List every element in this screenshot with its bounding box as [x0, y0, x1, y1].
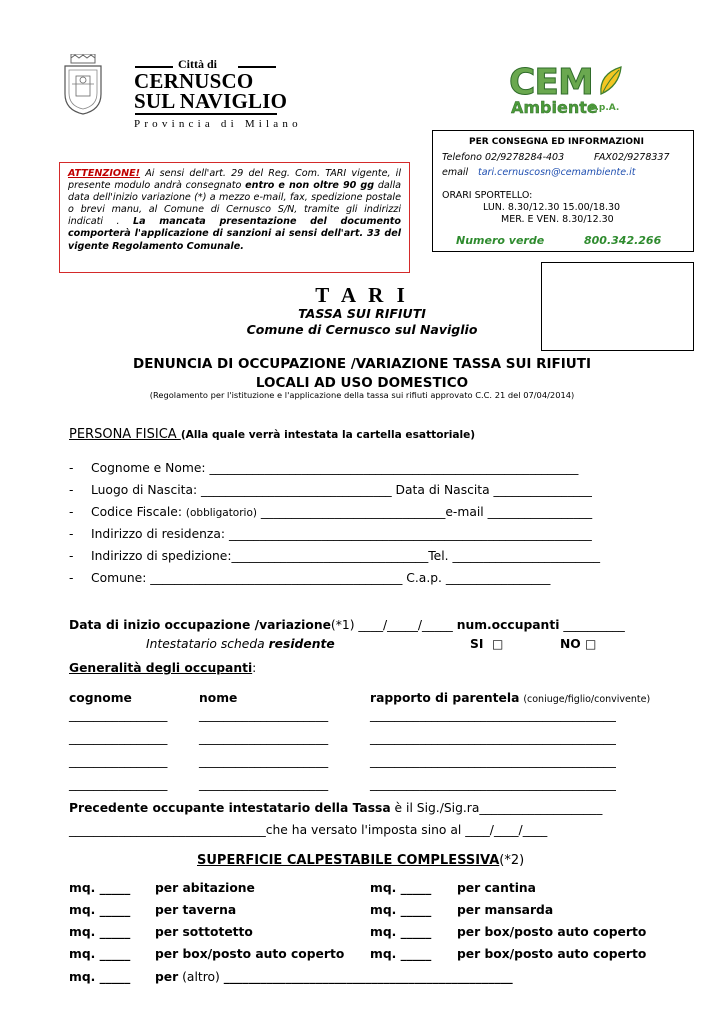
numero-verde: 800.342.266	[584, 234, 662, 247]
field-row: -	[69, 483, 74, 497]
label-cantina: per cantina	[457, 881, 536, 895]
si-checkbox[interactable]: □	[492, 637, 504, 651]
attention-deadline: entro e non oltre 90 gg	[245, 180, 375, 192]
mq-altro[interactable]: mq. _____	[69, 970, 131, 984]
field-row: -	[69, 505, 74, 519]
codice-fiscale-field[interactable]: Codice Fiscale: (obbligatorio) ______________________________e-mail _________________	[91, 505, 593, 519]
mq-box-1[interactable]: mq. _____	[370, 925, 432, 939]
occupante-nome-line[interactable]: _____________________	[199, 708, 329, 722]
occupante-rapporto-line[interactable]: ________________________________________	[370, 777, 616, 791]
intestatario-residente: Intestatario scheda residente	[146, 637, 335, 651]
occupante-cognome-line[interactable]: ________________	[69, 708, 168, 722]
info-telefono: Telefono 02/9278284-403	[442, 152, 565, 163]
indirizzo-residenza-field[interactable]: Indirizzo di residenza: ___________________________________________________________	[91, 527, 592, 541]
attention-p2: dalla data dell'inizio variazione (*) a mezzo e-mail, fax, spedizione postale o brevi manu, al Comune di Cernusco S/N, tramite gli indirizzi indicati .	[68, 180, 401, 228]
form-comune: Comune di Cernusco sul Naviglio	[246, 322, 478, 337]
field-row: -	[69, 461, 74, 475]
occupante-rapporto-line[interactable]: ________________________________________	[370, 708, 616, 722]
col-cognome: cognome	[69, 691, 132, 705]
precedente-occupante-field[interactable]: Precedente occupante intestatario della Tassa è il Sig./Sig.ra____________________	[69, 801, 603, 815]
col-rapporto: rapporto di parentela (coniuge/figlio/convivente)	[370, 691, 651, 705]
info-fax: FAX02/9278337	[594, 152, 670, 163]
field-row: -	[69, 527, 74, 541]
divider	[238, 66, 276, 68]
label-taverna: per taverna	[155, 903, 237, 917]
label-abitazione: per abitazione	[155, 881, 255, 895]
city-crest-logo	[62, 54, 104, 116]
occupante-rapporto-line[interactable]: ________________________________________	[370, 731, 616, 745]
cem-ambiente-logo: CEM Ambiente S.p.A.	[505, 62, 625, 120]
mq-sottotetto[interactable]: mq. _____	[69, 925, 131, 939]
mq-box-3[interactable]: mq. _____	[370, 947, 432, 961]
mq-mansarda[interactable]: mq. _____	[370, 903, 432, 917]
info-email-link[interactable]: tari.cernuscosn@cemambiente.it	[478, 167, 636, 178]
denuncia-title: DENUNCIA DI OCCUPAZIONE /VARIAZIONE TASSA SUI RIFIUTI	[132, 356, 591, 372]
field-row: -	[69, 549, 74, 563]
mq-abitazione[interactable]: mq. _____	[69, 881, 131, 895]
info-box	[432, 130, 694, 252]
persona-heading: PERSONA FISICA (Alla quale verrà intestata la cartella esattoriale)	[69, 427, 476, 442]
divider	[135, 66, 173, 68]
attention-p1: Ai sensi dell'art. 29 del Reg. Com. TARI vigente, il presente modulo andrà consegnato	[68, 168, 401, 192]
city-name-2: SUL NAVIGLIO	[134, 89, 288, 113]
mq-box-2[interactable]: mq. _____	[69, 947, 131, 961]
divider	[135, 113, 277, 115]
mq-taverna[interactable]: mq. _____	[69, 903, 131, 917]
altro-field[interactable]: per (altro) _______________________________________________	[155, 970, 513, 984]
city-name: CERNUSCO	[134, 69, 254, 93]
occupante-nome-line[interactable]: _____________________	[199, 754, 329, 768]
attention-sanctions: La mancata presentazione del documento comporterà l'applicazione di sanzioni ai sensi dell'art. 33 del vigente Regolamento Comunale.	[68, 216, 401, 252]
data-occupazione-field[interactable]: Data di inizio occupazione /variazione(*1) ____/_____/_____ num.occupanti __________	[69, 618, 625, 632]
attention-text	[68, 168, 401, 253]
leaf-icon	[597, 64, 625, 98]
occupante-cognome-line[interactable]: ________________	[69, 777, 168, 791]
label-box-2: per box/posto auto coperto	[155, 947, 345, 961]
label-box-3: per box/posto auto coperto	[457, 947, 647, 961]
mq-cantina[interactable]: mq. _____	[370, 881, 432, 895]
cognome-nome-field[interactable]: Cognome e Nome: ____________________________________________________________	[91, 461, 579, 475]
generalita-heading: Generalità degli occupanti:	[69, 661, 257, 675]
info-title: PER CONSEGNA ED INFORMAZIONI	[469, 137, 644, 147]
attention-label: ATTENZIONE!	[68, 168, 141, 179]
superficie-heading: SUPERFICIE CALPESTABILE COMPLESSIVA(*2)	[197, 853, 525, 868]
label-mansarda: per mansarda	[457, 903, 554, 917]
col-nome: nome	[199, 691, 238, 705]
regolamento-note: (Regolamento per l'istituzione e l'applicazione della tassa sui rifiuti approvato C.C. 21 del 07/04/2014)	[149, 390, 575, 400]
no-checkbox[interactable]: □	[585, 637, 597, 651]
info-orari-mer: MER. E VEN. 8.30/12.30	[501, 214, 614, 225]
numero-verde-label: Numero verde	[456, 234, 545, 247]
form-subtitle: TASSA SUI RIFIUTI	[298, 306, 426, 321]
imposta-versata-field[interactable]: ________________________________che ha versato l'imposta sino al ____/____/____	[69, 823, 548, 837]
label-box-1: per box/posto auto coperto	[457, 925, 647, 939]
label-sottotetto: per sottotetto	[155, 925, 253, 939]
no-option[interactable]: NO □	[560, 637, 597, 651]
attention-box	[59, 162, 410, 273]
si-option[interactable]: SI □	[470, 637, 504, 651]
luogo-data-nascita-field[interactable]: Luogo di Nascita: _______________________________ Data di Nascita ________________	[91, 483, 592, 497]
citta-di-label: Città di	[178, 57, 217, 71]
indirizzo-spedizione-field[interactable]: Indirizzo di spedizione:________________________________Tel. ________________________	[91, 549, 601, 563]
field-row: -	[69, 571, 74, 585]
comune-cap-field[interactable]: Comune: _________________________________________ C.a.p. _________________	[91, 571, 551, 585]
form-title: T A R I	[315, 283, 409, 307]
occupante-cognome-line[interactable]: ________________	[69, 731, 168, 745]
occupante-nome-line[interactable]: _____________________	[199, 777, 329, 791]
occupante-nome-line[interactable]: _____________________	[199, 731, 329, 745]
info-orari: ORARI SPORTELLO:	[442, 190, 533, 201]
occupante-rapporto-line[interactable]: ________________________________________	[370, 754, 616, 768]
occupante-cognome-line[interactable]: ________________	[69, 754, 168, 768]
info-email-label: email	[442, 167, 469, 178]
provincia-label: Provincia di Milano	[134, 118, 302, 130]
denuncia-subtitle: LOCALI AD USO DOMESTICO	[255, 375, 469, 391]
info-orari-lun: LUN. 8.30/12.30 15.00/18.30	[483, 202, 621, 213]
